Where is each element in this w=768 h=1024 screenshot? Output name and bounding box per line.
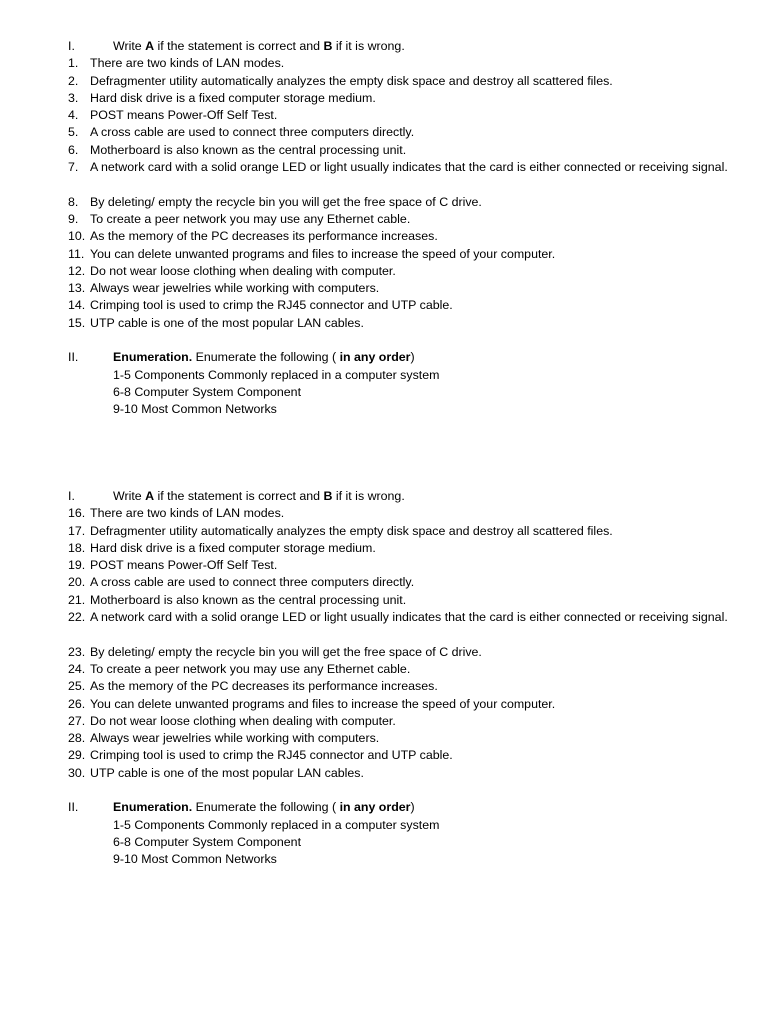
instruction-text: if it is wrong. — [332, 39, 405, 53]
question-number: 22. — [68, 610, 86, 625]
question-item — [68, 107, 728, 124]
spacer — [68, 782, 728, 799]
question-text: A cross cable are used to connect three computers directly. — [90, 125, 415, 140]
question-item — [68, 315, 728, 332]
question-text: There are two kinds of LAN modes. — [90, 506, 285, 521]
question-item — [68, 90, 728, 107]
quiz-section-2 — [68, 488, 728, 869]
question-item — [68, 246, 728, 263]
question-item — [68, 194, 728, 211]
question-text: Motherboard is also known as the central processing unit. — [90, 142, 407, 157]
question-number: 8. — [68, 194, 79, 209]
instruction-letter-a: A — [145, 489, 155, 503]
question-number: 3. — [68, 90, 79, 105]
question-text: You can delete unwanted programs and files to increase the speed of your computer. — [90, 696, 556, 711]
question-text: To create a peer network you may use any Ethernet cable. — [90, 211, 411, 226]
instruction-letter-b: B — [323, 39, 333, 53]
instruction-text: Enumerate the following ( — [192, 800, 340, 815]
question-item — [68, 523, 728, 540]
question-text: Always wear jewelries while working with computers. — [90, 281, 380, 296]
enumeration-title: Enumeration. — [113, 800, 193, 815]
question-number: 16. — [68, 506, 86, 521]
question-text: Hard disk drive is a fixed computer storage medium. — [90, 540, 376, 555]
enumeration-text: 9-10 Most Common Networks — [113, 402, 277, 417]
question-item — [68, 730, 728, 747]
question-item — [68, 592, 728, 609]
question-item — [68, 55, 728, 72]
question-text: Crimping tool is used to crimp the RJ45 connector and UTP cable. — [90, 748, 453, 763]
question-text: There are two kinds of LAN modes. — [90, 56, 285, 71]
question-text: Hard disk drive is a fixed computer storage medium. — [90, 90, 376, 105]
enumeration-line — [68, 851, 728, 868]
question-item — [68, 747, 728, 764]
question-item — [68, 696, 728, 713]
enumeration-title: Enumeration. — [113, 350, 193, 365]
instruction-text: if the statement is correct and — [154, 489, 324, 503]
instruction-text: Enumerate the following ( — [192, 350, 340, 365]
question-text: UTP cable is one of the most popular LAN cables. — [90, 765, 364, 780]
question-number: 27. — [68, 713, 86, 728]
part-two-roman: II. — [68, 800, 79, 815]
question-text: As the memory of the PC decreases its performance increases. — [90, 679, 438, 694]
question-text: By deleting/ empty the recycle bin you will get the free space of C drive. — [90, 194, 482, 209]
spacer — [68, 332, 728, 349]
part-one-roman: I. — [68, 489, 75, 503]
question-text: UTP cable is one of the most popular LAN cables. — [90, 315, 364, 330]
question-item — [68, 211, 728, 228]
part-one-header — [68, 488, 728, 505]
question-number: 21. — [68, 592, 86, 607]
question-text: Crimping tool is used to crimp the RJ45 connector and UTP cable. — [90, 298, 453, 313]
enumeration-text: 9-10 Most Common Networks — [113, 852, 277, 867]
question-text: You can delete unwanted programs and files to increase the speed of your computer. — [90, 246, 556, 261]
question-number: 18. — [68, 540, 86, 555]
question-text: A cross cable are used to connect three computers directly. — [90, 575, 415, 590]
question-number: 4. — [68, 108, 79, 123]
question-number: 17. — [68, 523, 86, 538]
question-number: 6. — [68, 142, 79, 157]
question-text: As the memory of the PC decreases its performance increases. — [90, 229, 438, 244]
question-text: To create a peer network you may use any Ethernet cable. — [90, 661, 411, 676]
question-item — [68, 609, 728, 644]
enumeration-line — [68, 401, 728, 418]
question-item — [68, 540, 728, 557]
enumeration-text: 6-8 Computer System Component — [113, 384, 302, 399]
instruction-text: if the statement is correct and — [154, 39, 324, 53]
instruction-text: ) — [410, 350, 415, 365]
question-item — [68, 557, 728, 574]
question-number: 10. — [68, 229, 86, 244]
question-text: A network card with a solid orange LED or light usually indicates that the card is either connected or receiving signal. — [90, 610, 728, 625]
question-item — [68, 574, 728, 591]
part-one-header — [68, 38, 728, 55]
question-text: Do not wear loose clothing when dealing with computer. — [90, 713, 396, 728]
part-two-header — [68, 799, 728, 816]
part-two-instruction — [113, 349, 415, 366]
question-number: 12. — [68, 263, 86, 278]
question-number: 2. — [68, 73, 79, 88]
instruction-order: in any order — [339, 350, 411, 365]
instruction-text: Write — [113, 39, 146, 53]
question-item — [68, 124, 728, 141]
question-number: 9. — [68, 211, 79, 226]
question-item — [68, 263, 728, 280]
quiz-section-1 — [68, 38, 728, 419]
question-text: Motherboard is also known as the central processing unit. — [90, 592, 407, 607]
question-number: 7. — [68, 160, 79, 175]
part-one-roman: I. — [68, 39, 75, 53]
enumeration-line — [68, 367, 728, 384]
question-text: POST means Power-Off Self Test. — [90, 558, 278, 573]
question-text: Always wear jewelries while working with computers. — [90, 731, 380, 746]
question-item — [68, 713, 728, 730]
question-number: 25. — [68, 679, 86, 694]
question-item — [68, 228, 728, 245]
question-number: 29. — [68, 748, 86, 763]
instruction-order: in any order — [339, 800, 411, 815]
question-number: 15. — [68, 315, 86, 330]
question-item — [68, 73, 728, 90]
enumeration-line — [68, 817, 728, 834]
question-text: A network card with a solid orange LED or light usually indicates that the card is either connected or receiving signal. — [90, 160, 728, 175]
instruction-letter-b: B — [323, 489, 333, 503]
enumeration-text: 1-5 Components Commonly replaced in a computer system — [113, 817, 440, 832]
instruction-letter-a: A — [145, 39, 155, 53]
question-item — [68, 644, 728, 661]
enumeration-text: 1-5 Components Commonly replaced in a computer system — [113, 367, 440, 382]
question-item — [68, 765, 728, 782]
instruction-text: ) — [410, 800, 415, 815]
question-number: 5. — [68, 125, 79, 140]
question-item — [68, 505, 728, 522]
instruction-text: Write — [113, 489, 146, 503]
question-text: By deleting/ empty the recycle bin you will get the free space of C drive. — [90, 644, 482, 659]
question-text: POST means Power-Off Self Test. — [90, 108, 278, 123]
question-number: 13. — [68, 281, 86, 296]
question-number: 20. — [68, 575, 86, 590]
part-two-roman: II. — [68, 350, 79, 365]
question-text: Do not wear loose clothing when dealing with computer. — [90, 263, 396, 278]
part-two-instruction — [113, 799, 415, 816]
part-one-instruction — [113, 488, 405, 505]
question-item — [68, 661, 728, 678]
enumeration-line — [68, 834, 728, 851]
question-text: Defragmenter utility automatically analyzes the empty disk space and destroy all scattered files. — [90, 523, 613, 538]
question-number: 19. — [68, 558, 86, 573]
part-two-header — [68, 349, 728, 366]
question-item — [68, 678, 728, 695]
question-number: 24. — [68, 661, 86, 676]
question-item — [68, 142, 728, 159]
enumeration-line — [68, 384, 728, 401]
question-number: 28. — [68, 731, 86, 746]
question-number: 14. — [68, 298, 86, 313]
question-item — [68, 159, 728, 194]
question-number: 30. — [68, 765, 86, 780]
question-number: 11. — [68, 246, 85, 261]
question-number: 1. — [68, 56, 79, 71]
part-one-instruction — [113, 38, 405, 55]
question-item — [68, 297, 728, 314]
question-text: Defragmenter utility automatically analyzes the empty disk space and destroy all scattered files. — [90, 73, 613, 88]
question-number: 23. — [68, 644, 86, 659]
question-number: 26. — [68, 696, 86, 711]
question-item — [68, 280, 728, 297]
instruction-text: if it is wrong. — [332, 489, 405, 503]
enumeration-text: 6-8 Computer System Component — [113, 834, 302, 849]
